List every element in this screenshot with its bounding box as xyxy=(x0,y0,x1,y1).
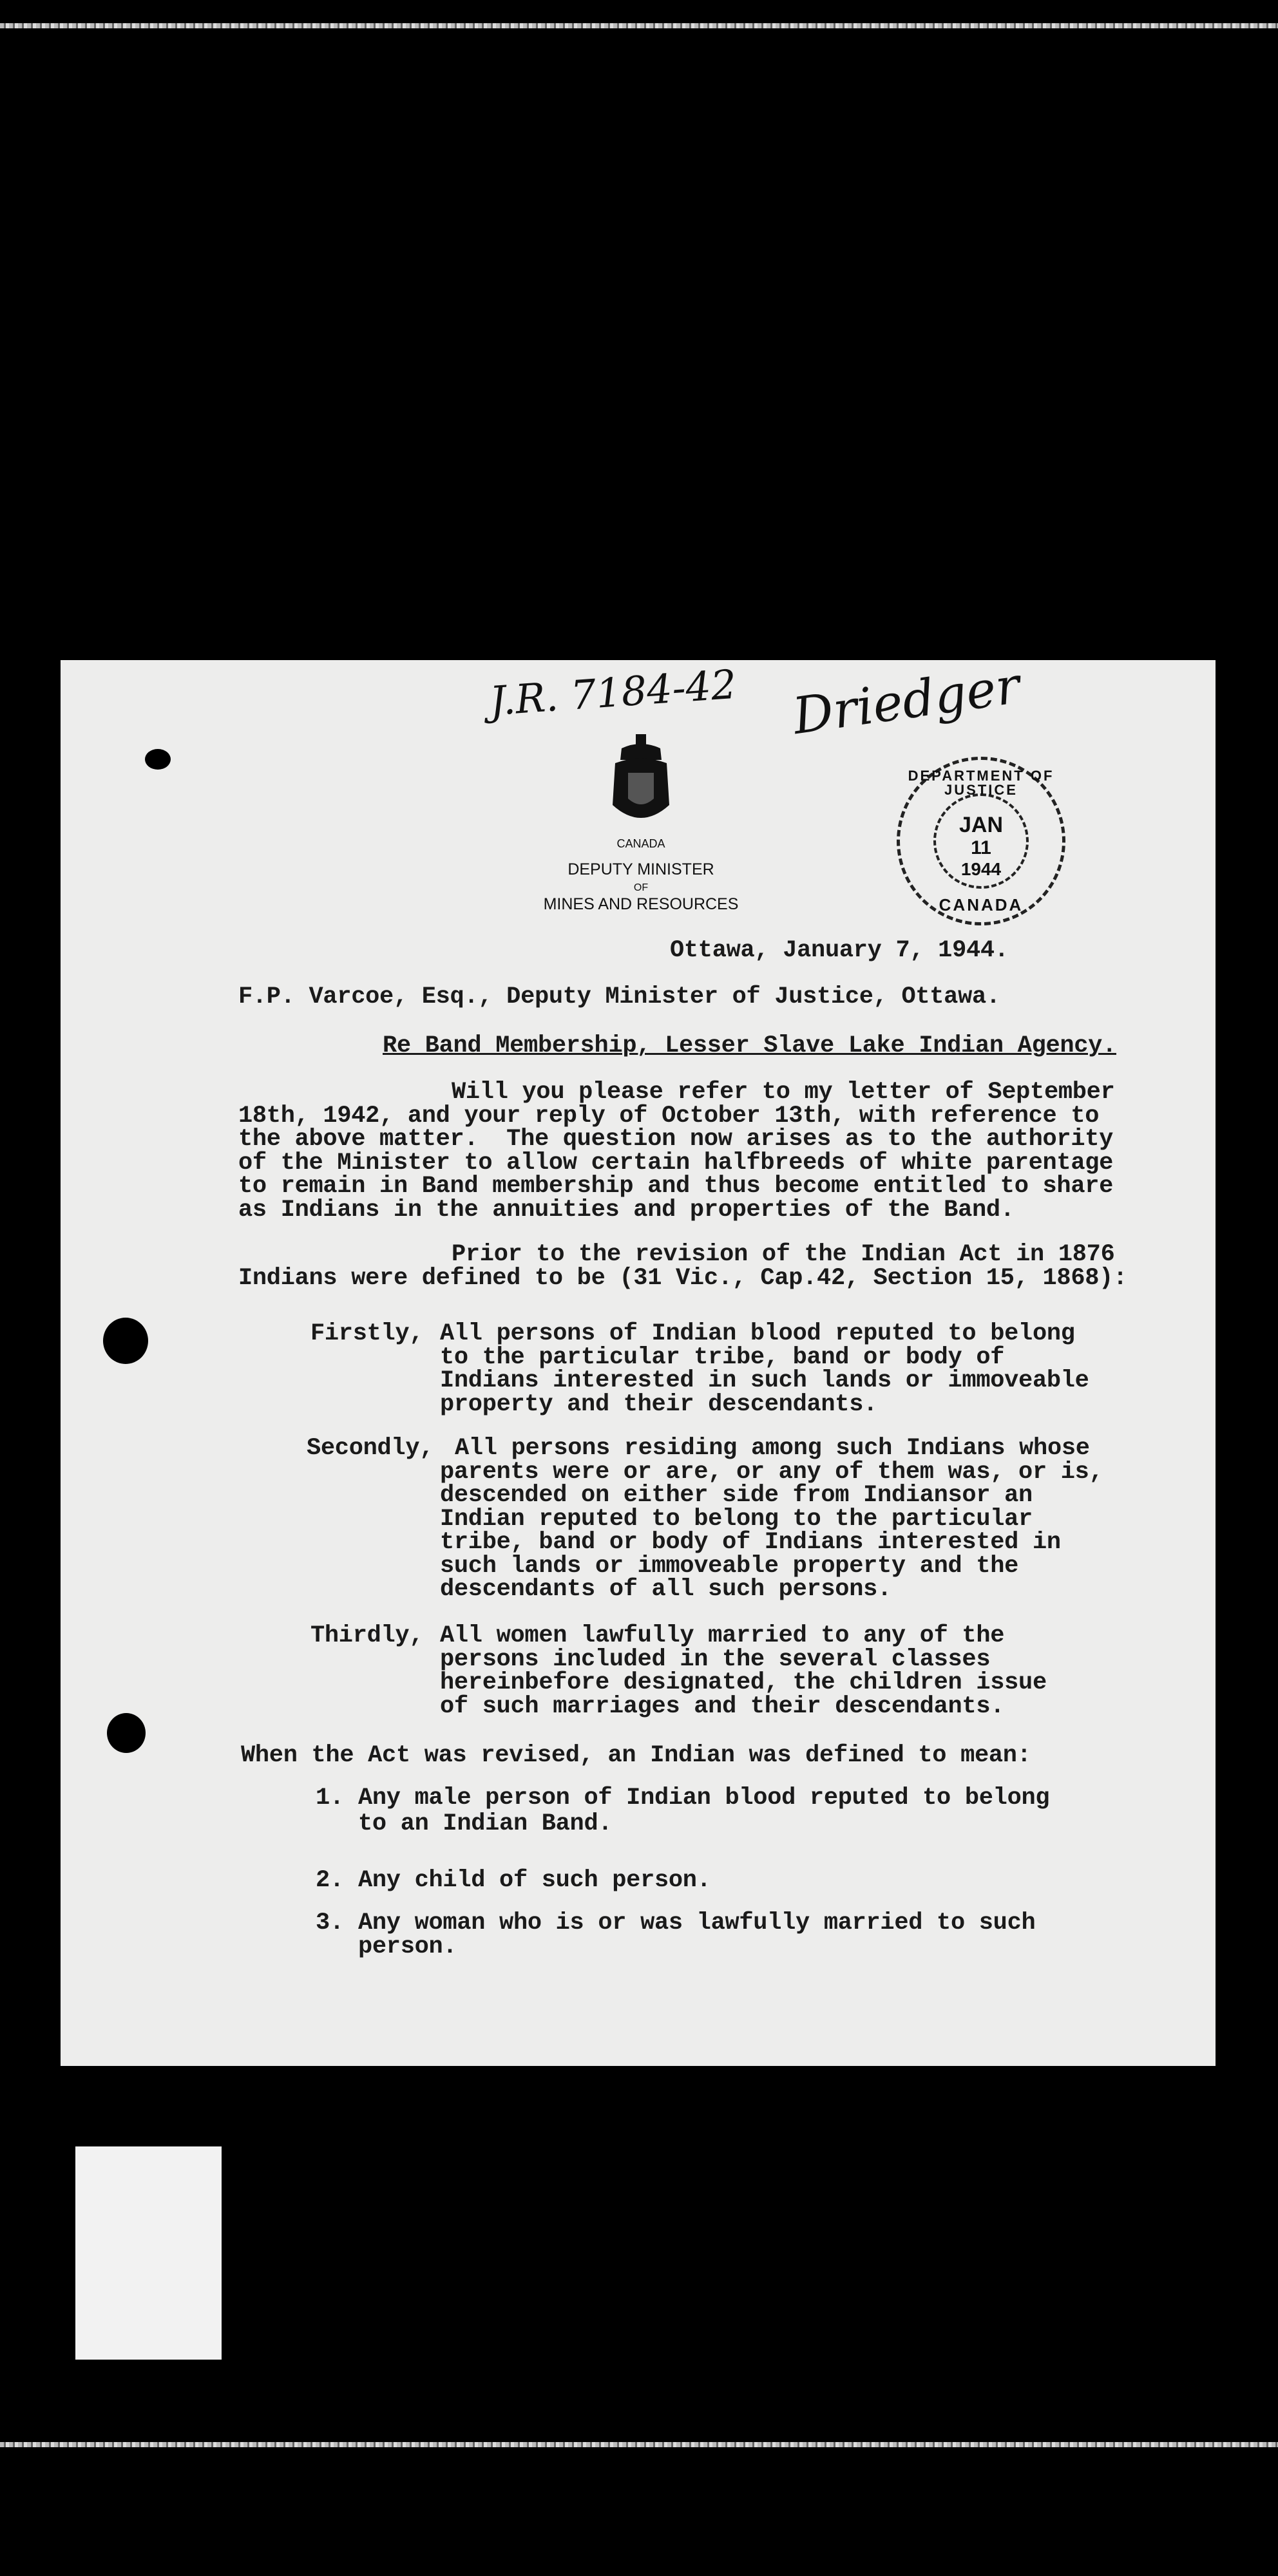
paragraph-line: as Indians in the annuities and properties of the Band. xyxy=(238,1196,1015,1224)
clause-line: tribe, band or body of Indians interested in xyxy=(440,1529,1061,1556)
letterhead-country: CANADA xyxy=(616,837,665,850)
coat-of-arms-icon xyxy=(602,734,680,831)
punch-hole xyxy=(107,1713,146,1753)
paragraph-line: 18th, 1942, and your reply of October 13th, with reference to xyxy=(238,1102,1100,1130)
clause-line: of such marriages and their descendants. xyxy=(440,1692,1005,1720)
stamp-year: 1944 xyxy=(960,859,1002,879)
letterhead-title: DEPUTY MINISTER xyxy=(567,860,714,878)
clause-label: Firstly, xyxy=(310,1320,424,1347)
clause-label: Secondly, xyxy=(307,1435,434,1462)
clause-line: descendants of all such persons. xyxy=(440,1576,892,1603)
list-item-line: Any woman who is or was lawfully married to such xyxy=(358,1909,1036,1937)
received-date-stamp xyxy=(897,757,1065,925)
list-item-line: person. xyxy=(358,1933,457,1960)
paragraph-line: Will you please refer to my letter of September xyxy=(452,1079,1115,1106)
paragraph-line: to remain in Band membership and thus become entitled to share xyxy=(238,1173,1114,1200)
list-item-line: Any child of such person. xyxy=(358,1867,711,1894)
list-item-line: to an Indian Band. xyxy=(358,1810,613,1837)
stamp-canada: CANADA xyxy=(939,895,1024,914)
signature-handwritten: Driedger xyxy=(789,656,1024,746)
paragraph-line: of the Minister to allow certain halfbreeds of white parentage xyxy=(238,1149,1114,1177)
clause-label: Thirdly, xyxy=(310,1622,424,1649)
clause-line: persons included in the several classes xyxy=(440,1645,991,1673)
paragraph-line: the above matter. The question now arises as to the authority xyxy=(238,1126,1114,1153)
letter-subject: Re Band Membership, Lesser Slave Lake Indian Agency. xyxy=(383,1032,1116,1059)
clause-line: All persons residing among such Indians whose xyxy=(455,1435,1090,1462)
punch-hole xyxy=(103,1318,148,1364)
film-target-card xyxy=(75,2146,222,2360)
clause-line: All persons of Indian blood reputed to belong xyxy=(440,1320,1075,1347)
stamp-department: DEPARTMENT OF JUSTICE xyxy=(908,768,1054,798)
letter-addressee: F.P. Varcoe, Esq., Deputy Minister of Justice, Ottawa. xyxy=(238,983,1000,1010)
clause-line: descended on either side from Indiansor an xyxy=(440,1482,1033,1509)
paragraph-line: When the Act was revised, an Indian was defined to mean: xyxy=(241,1742,1031,1769)
film-edge-bottom xyxy=(0,2442,1278,2447)
letterhead-department: MINES AND RESOURCES xyxy=(543,895,739,913)
letter-date: Ottawa, January 7, 1944. xyxy=(670,937,1009,964)
stamp-month: JAN xyxy=(958,813,1004,837)
film-edge-top xyxy=(0,23,1278,28)
clause-line: to the particular tribe, band or body of xyxy=(440,1343,1005,1371)
list-item-line: Any male person of Indian blood reputed to belong xyxy=(358,1785,1050,1812)
clause-line: parents were or are, or any of them was, or is, xyxy=(440,1458,1103,1486)
letterhead-of: OF xyxy=(633,882,649,893)
clause-line: Indian reputed to belong to the particular xyxy=(440,1505,1033,1533)
list-number: 1. xyxy=(316,1785,344,1812)
paragraph-line: Indians were defined to be (31 Vic., Cap.42, Section 15, 1868): xyxy=(238,1264,1127,1292)
punch-hole-partial xyxy=(145,749,171,770)
list-number: 2. xyxy=(316,1867,344,1894)
clause-line: All women lawfully married to any of the xyxy=(440,1622,1005,1649)
stamp-day: 11 xyxy=(971,837,991,858)
clause-line: hereinbefore designated, the children issue xyxy=(440,1669,1047,1696)
paragraph-line: Prior to the revision of the Indian Act in 1876 xyxy=(452,1241,1115,1268)
file-reference-handwritten: J.R. 7184-42 xyxy=(488,660,738,725)
clause-line: Indians interested in such lands or immoveable xyxy=(440,1367,1089,1394)
list-number: 3. xyxy=(316,1909,344,1937)
clause-line: property and their descendants. xyxy=(440,1390,878,1418)
clause-line: such lands or immoveable property and the xyxy=(440,1552,1019,1580)
